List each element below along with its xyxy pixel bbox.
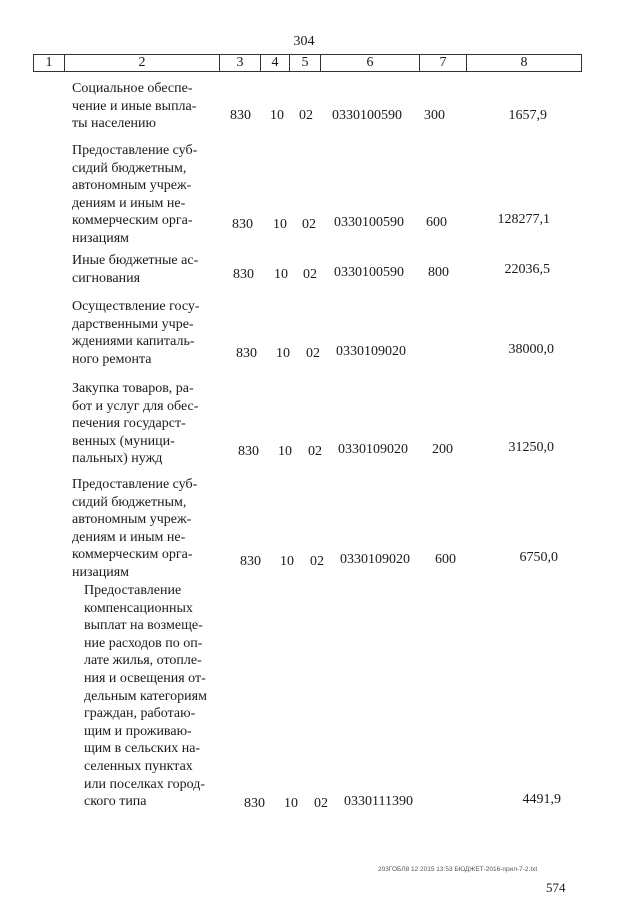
cell-section: 10 [278,444,292,459]
cell-target-article: 0330109020 [336,344,406,359]
column-header-1: 1 [34,55,65,72]
cell-ministry: 830 [236,346,257,361]
cell-section: 10 [276,346,290,361]
cell-amount: 4491,9 [522,792,561,807]
cell-ministry: 830 [238,444,259,459]
cell-target-article: 0330100590 [332,108,402,123]
cell-expense-type: 300 [424,108,445,123]
cell-ministry: 830 [230,108,251,123]
column-header-table [33,54,582,72]
row-description: Предоставление суб- сидий бюджетным, автономным учреж- дениям и иным не- коммерческим орга- низациям [72,477,198,580]
row-description: Социальное обеспе- чение и иные выпла- ты населению [72,81,197,132]
cell-section: 10 [284,796,298,811]
cell-subsection: 02 [306,346,320,361]
cell-section: 10 [273,217,287,232]
column-header-6: 6 [321,55,420,72]
column-header-2: 2 [65,55,220,72]
cell-expense-type: 200 [432,442,453,457]
row-description: Осуществление госу- дарственными учре- ждениями капиталь- ного ремонта [72,299,200,367]
row-description: Закупка товаров, ра- бот и услуг для обес- печения государст- венных (муници- пальных) нужд [72,381,199,467]
cell-subsection: 02 [308,444,322,459]
row-description: Предоставление компенсационных выплат на возмеще- ние расходов по оп- лате жилья, отопле- ния и освещения от- дельным категориям граждан, работаю- щим и проживаю- щим в сельских на- селенных пунктах или поселках город- ского типа [84,583,207,810]
column-header-5: 5 [290,55,321,72]
cell-target-article: 0330111390 [344,794,413,809]
cell-amount: 1657,9 [508,108,547,123]
table-row [0,76,640,136]
cell-section: 10 [280,554,294,569]
footer-page-number: 574 [546,880,566,895]
cell-target-article: 0330100590 [334,265,404,280]
cell-subsection: 02 [314,796,328,811]
cell-expense-type: 800 [428,265,449,280]
cell-amount: 6750,0 [519,550,558,565]
column-header-4: 4 [261,55,290,72]
column-header-3: 3 [220,55,261,72]
cell-amount: 22036,5 [504,262,550,277]
row-description: Иные бюджетные ас- сигнования [72,253,199,286]
cell-section: 10 [274,267,288,282]
cell-ministry: 830 [244,796,265,811]
cell-ministry: 830 [240,554,261,569]
cell-target-article: 0330109020 [338,442,408,457]
cell-section: 10 [270,108,284,123]
row-description: Предоставление суб- сидий бюджетным, автономным учреж- дениям и иным не- коммерческим орга- низациям [72,143,198,246]
footer-file-stamp: 203ГОБЛ8 12 2015 13:53 БЮДЖЕТ-2016-прил-7-2.txt [378,866,538,873]
cell-subsection: 02 [303,267,317,282]
cell-target-article: 0330100590 [334,215,404,230]
cell-expense-type: 600 [426,215,447,230]
page-number: 304 [293,34,315,49]
cell-amount: 38000,0 [508,342,554,357]
cell-subsection: 02 [299,108,313,123]
cell-expense-type: 600 [435,552,456,567]
cell-subsection: 02 [302,217,316,232]
cell-target-article: 0330109020 [340,552,410,567]
cell-amount: 128277,1 [497,212,550,227]
cell-amount: 31250,0 [508,440,554,455]
column-header-7: 7 [420,55,467,72]
budget-rows [0,76,640,811]
cell-subsection: 02 [310,554,324,569]
cell-ministry: 830 [232,217,253,232]
cell-ministry: 830 [233,267,254,282]
column-header-8: 8 [467,55,582,72]
